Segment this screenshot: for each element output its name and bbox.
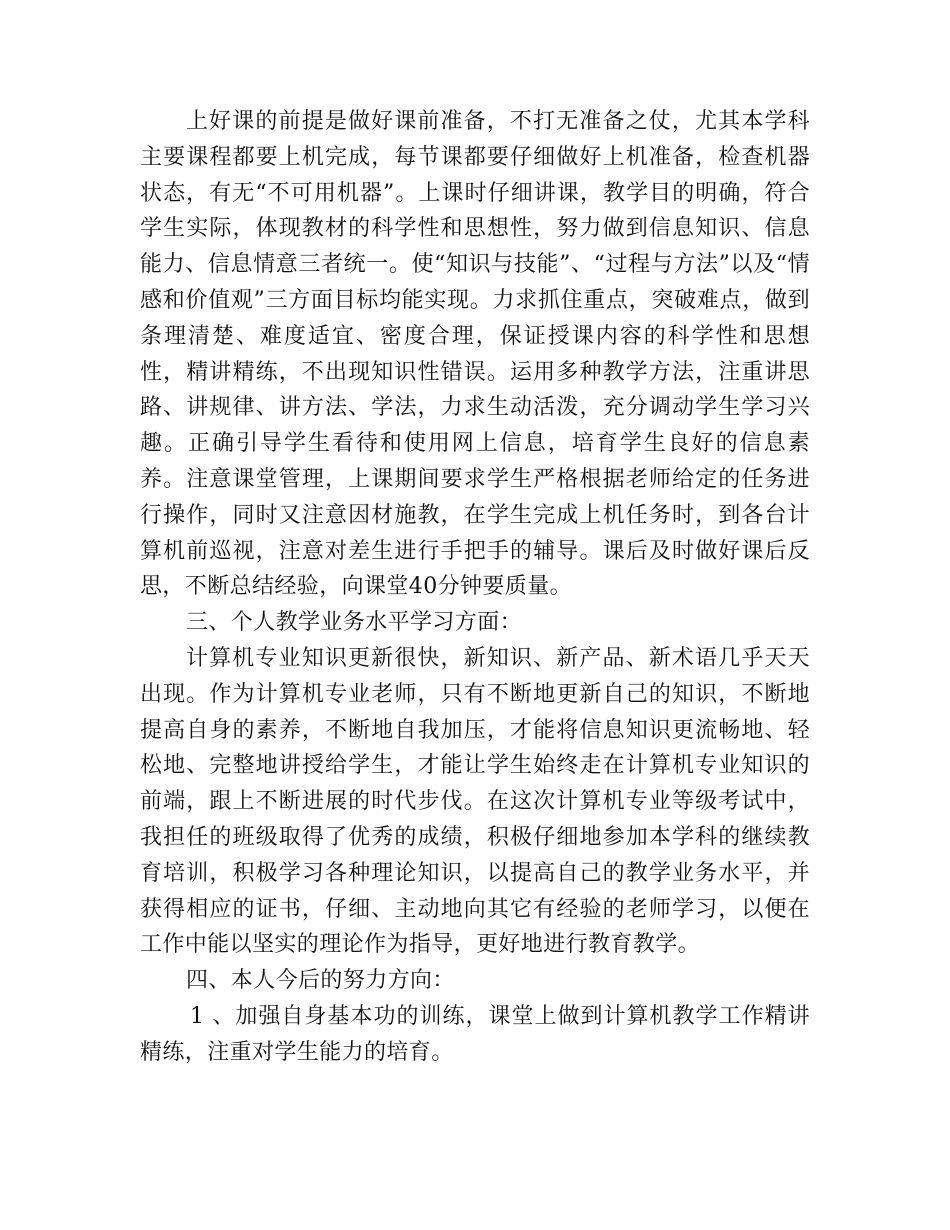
section-heading-personal-study: 三、个人教学业务水平学习方面： — [186, 610, 523, 636]
document-body — [140, 104, 810, 1071]
list-item-basic-skills: 1 、加强自身基本功的训练，课堂上做到计算机教学工作精讲精练，注重对学生能力的培育。 — [140, 1003, 810, 1065]
paragraph-professional-knowledge: 计算机专业知识更新很快，新知识、新产品、新术语几乎天天出现。作为计算机专业老师，只有不断地更新自己的知识，不断地提高自身的素养，不断地自我加压，才能将信息知识更流畅地、轻松地、完整地讲授给学生，才能让学生始终走在计算机专业知识的前端，跟上不断进展的时代步伐。在这次计算机专业等级考试中，我担任的班级取得了优秀的成绩，积极仔细地参加本学科的继续教育培训，积极学习各种理论知识，以提高自己的教学业务水平，并获得相应的证书，仔细、主动地向其它有经验的老师学习，以便在工作中能以坚实的理论作为指导，更好地进行教育教学。 — [140, 645, 810, 958]
section-heading-future-direction: 四、本人今后的努力方向： — [186, 968, 455, 994]
paragraph-teaching-preparation: 上好课的前提是做好课前准备，不打无准备之仗，尤其本学科主要课程都要上机完成，每节课都要仔细做好上机准备，检查机器状态，有无“不可用机器”。上课时仔细讲课，教学目的明确，符合学生实际，体现教材的科学性和思想性，努力做到信息知识、信息能力、信息情意三者统一。使“知识与技能”、“过程与方法”以及“情感和价值观”三方面目标均能实现。力求抓住重点，突破难点，做到条理清楚、难度适宜、密度合理，保证授课内容的科学性和思想性，精讲精练，不出现知识性错误。运用多种教学方法，注重讲思路、讲规律、讲方法、学法，力求生动活泼，充分调动学生学习兴趣。正确引导学生看待和使用网上信息，培育学生良好的信息素养。注意课堂管理，上课期间要求学生严格根据老师给定的任务进行操作，同时又注意因材施教，在学生完成上机任务时，到各台计算机前巡视，注意对差生进行手把手的辅导。课后及时做好课后反思，不断总结经验，向课堂40分钟要质量。 — [140, 109, 810, 600]
